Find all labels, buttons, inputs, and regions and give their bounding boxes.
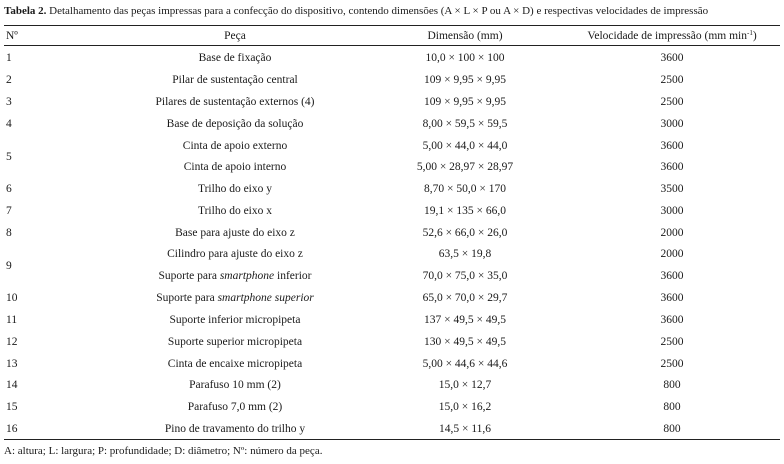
row-peca: Base de deposição da solução xyxy=(166,118,304,130)
row-peca: Pilar de sustentação central xyxy=(172,74,298,86)
row-velocidade: 2500 xyxy=(660,358,684,370)
row-peca: Base de fixação xyxy=(198,52,272,64)
header-rule xyxy=(4,45,780,46)
row-dimensao: 15,0 × 16,2 xyxy=(438,401,492,413)
caption-text: Detalhamento das peças impressas para a confecção do dispositivo, contendo dimensões (A × L × P ou A × D) e respectivas velocidades de impressão xyxy=(49,5,709,17)
row-dimensao: 19,1 × 135 × 66,0 xyxy=(424,205,506,217)
row-dimensao: 5,00 × 28,97 × 28,97 xyxy=(416,161,514,173)
row-velocidade: 800 xyxy=(663,379,681,391)
row-dimensao: 52,6 × 66,0 × 26,0 xyxy=(422,227,508,239)
row-peca: Cinta de apoio externo xyxy=(182,140,288,152)
row-number: 15 xyxy=(6,401,18,413)
header-velocidade-text: Velocidade de impressão (mm min xyxy=(587,30,747,42)
row-velocidade: 3600 xyxy=(660,314,684,326)
row-velocidade: 3000 xyxy=(660,118,684,130)
bottom-rule xyxy=(4,439,780,440)
row-dimensao: 65,0 × 70,0 × 29,7 xyxy=(422,292,508,304)
row-peca: Cinta de apoio interno xyxy=(183,161,287,173)
caption-label: Tabela 2. xyxy=(4,5,47,17)
row-number: 8 xyxy=(6,227,12,239)
row-number: 6 xyxy=(6,183,12,195)
row-number: 14 xyxy=(6,379,18,391)
row-velocidade: 3600 xyxy=(660,52,684,64)
row-number: 16 xyxy=(6,423,18,435)
row-number: 5 xyxy=(6,151,12,163)
row-peca-post: inferior xyxy=(274,270,312,282)
row-number: 4 xyxy=(6,118,12,130)
header-dimensao: Dimensão (mm) xyxy=(427,30,503,42)
row-peca: Parafuso 7,0 mm (2) xyxy=(187,401,283,413)
row-number: 2 xyxy=(6,74,12,86)
row-peca-italic: smartphone xyxy=(219,270,275,282)
row-number: 11 xyxy=(6,314,18,326)
row-number: 9 xyxy=(6,260,12,272)
top-rule xyxy=(4,25,780,26)
row-number: 12 xyxy=(6,336,18,348)
row-velocidade: 2000 xyxy=(660,248,684,260)
row-number: 10 xyxy=(6,292,18,304)
row-number: 1 xyxy=(6,52,12,64)
row-dimensao: 130 × 49,5 × 49,5 xyxy=(424,336,506,348)
row-velocidade: 2500 xyxy=(660,96,684,108)
row-dimensao: 63,5 × 19,8 xyxy=(438,248,492,260)
row-velocidade: 800 xyxy=(663,423,681,435)
row-number: 7 xyxy=(6,205,12,217)
row-dimensao: 10,0 × 100 × 100 xyxy=(425,52,505,64)
row-dimensao: 5,00 × 44,6 × 44,6 xyxy=(422,358,508,370)
header-velocidade-close: ) xyxy=(752,30,757,42)
row-velocidade: 3600 xyxy=(660,292,684,304)
row-peca: Suporte superior micropipeta xyxy=(167,336,303,348)
row-dimensao: 109 × 9,95 × 9,95 xyxy=(424,96,506,108)
row-peca-italic: smartphone superior xyxy=(217,292,314,304)
row-peca: Trilho do eixo y xyxy=(197,183,272,195)
row-dimensao: 15,0 × 12,7 xyxy=(438,379,492,391)
row-dimensao: 137 × 49,5 × 49,5 xyxy=(424,314,506,326)
row-velocidade: 2500 xyxy=(660,336,684,348)
row-peca: Suporte inferior micropipeta xyxy=(169,314,301,326)
row-peca: Pino de travamento do trilho y xyxy=(164,423,306,435)
row-dimensao: 8,70 × 50,0 × 170 xyxy=(424,183,506,195)
row-velocidade: 2500 xyxy=(660,74,684,86)
header-velocidade xyxy=(560,29,784,43)
row-number: 3 xyxy=(6,96,12,108)
table-footnote: A: altura; L: largura; P: profundidade; D: diâmetro; Nº: número da peça. xyxy=(4,445,323,457)
row-dimensao: 14,5 × 11,6 xyxy=(438,423,492,435)
row-peca-pre: Suporte para xyxy=(156,292,218,304)
row-peca: Cinta de encaixe micropipeta xyxy=(167,358,303,370)
row-velocidade: 3600 xyxy=(660,161,684,173)
header-velocidade-sup: -1 xyxy=(747,29,753,37)
header-no: Nº xyxy=(6,30,18,42)
row-peca: Trilho do eixo x xyxy=(197,205,272,217)
header-peca: Peça xyxy=(224,30,246,42)
row-peca xyxy=(110,291,360,305)
row-velocidade: 3600 xyxy=(660,140,684,152)
row-velocidade: 2000 xyxy=(660,227,684,239)
row-dimensao: 70,0 × 75,0 × 35,0 xyxy=(422,270,508,282)
row-velocidade: 3500 xyxy=(660,183,684,195)
row-peca: Cilindro para ajuste do eixo z xyxy=(167,248,303,260)
row-dimensao: 109 × 9,95 × 9,95 xyxy=(424,74,506,86)
row-velocidade: 3000 xyxy=(660,205,684,217)
row-dimensao: 5,00 × 44,0 × 44,0 xyxy=(422,140,508,152)
row-peca-pre: Suporte para xyxy=(158,270,220,282)
row-dimensao: 8,00 × 59,5 × 59,5 xyxy=(422,118,508,130)
row-peca xyxy=(110,269,360,283)
row-peca: Parafuso 10 mm (2) xyxy=(189,379,281,391)
row-number: 13 xyxy=(6,358,18,370)
row-velocidade: 800 xyxy=(663,401,681,413)
row-peca: Base para ajuste do eixo z xyxy=(175,227,295,239)
table-caption xyxy=(4,4,780,18)
row-peca: Pilares de sustentação externos (4) xyxy=(155,96,315,108)
row-velocidade: 3600 xyxy=(660,270,684,282)
